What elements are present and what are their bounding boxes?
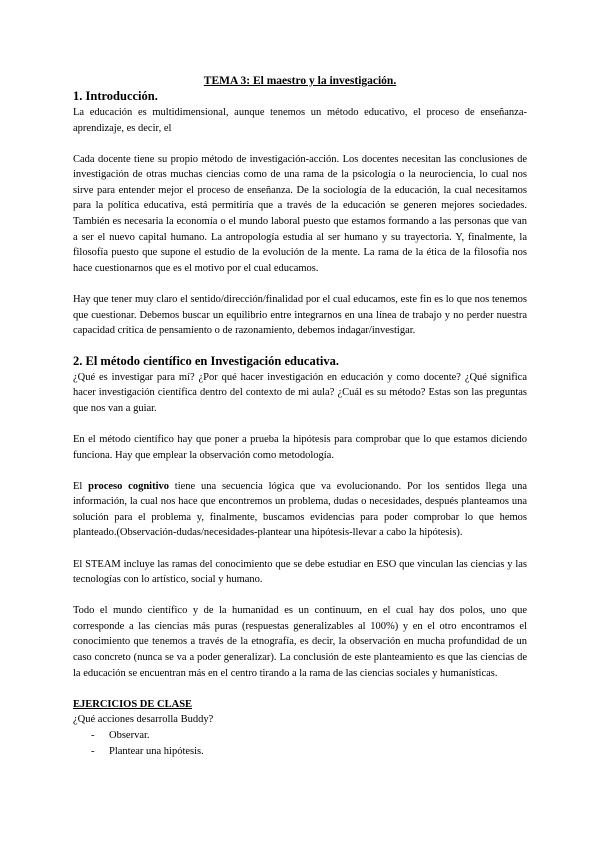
section-heading-scientific-method: 2. El método científico en Investigación educativa. [73,353,339,368]
list-item [73,744,527,760]
list-item-text: Observar. [109,729,150,741]
bold-term: proceso cognitivo [88,480,169,492]
list-item-text: Plantear una hipótesis. [109,745,204,757]
paragraph: Hay que tener muy claro el sentido/dirección/finalidad por el cual educamos, este fin es lo que nos tenemos que cuestionar. Debemos buscar un equilibrio entre integrarnos en una línea de trabajo y no perder nuestra capacidad crítica de pensamiento o de razonamiento, debemos indagar/investigar. [73,293,527,337]
paragraph-text: tiene una secuencia lógica que va evolucionando. Por los sentidos llega una información, la cual nos hace que encontremos un problema, dudas o necesidades, después planteamos una solución para el problema y, finalmente, buscamos evidencias para poder comprobar lo que hemos planteado.(Observación-dudas/necesidades-plantear una hipótesis-llevar a cabo la hipótesis). [73,480,527,539]
paragraph: En el método científico hay que poner a prueba la hipótesis para comprobar que lo que estamos diciendo funciona. Hay que emplear la observación como metodología. [73,434,527,461]
exercise-list [73,728,527,759]
list-item [73,728,527,744]
paragraph: Cada docente tiene su propio método de investigación-acción. Los docentes necesitan las conclusiones de investigación de otras muchas ciencias como de una rama de la psicología o la neurociencia, lo cual nos sirve para entender mejor el proceso de enseñanza. De la sociología de la educación, la cual necesitamos para la política educativa, está permitiría que a través de la educación se generen mejores sociedades. También es necesaria la economía o el mundo laboral puesto que estamos formando a las personas que van a ser el nuevo capital humano. La antropología estudia al ser humano y su trayectoria. Y, finalmente, la filosofía puesto que supone el estudio de la evolución de la mente. La rama de la ética de la filosofía nos hace cuestionarnos que es el motivo por el cual educamos. [73,153,527,274]
section-heading-introduction: 1. Introducción. [73,89,158,103]
document-title: TEMA 3: El maestro y la investigación. [203,75,397,87]
paragraph-text: El [73,480,89,492]
paragraph: ¿Qué es investigar para mí? ¿Por qué hacer investigación en educación y como docente? ¿Qué significa hacer investigación científica dentro del contexto de mi aula? ¿Cuál es su método? Estas son las preguntas que nos van a guiar. [73,371,527,414]
exercises-heading: EJERCICIOS DE CLASE [73,698,193,710]
paragraph: La educación es multidimensional, aunque tenemos un método educativo, el proceso de enseñanza-aprendizaje, es decir, el [73,107,527,134]
list-dash: - [91,729,95,741]
document-body [73,88,527,759]
exercise-question: ¿Qué acciones desarrolla Buddy? [73,714,214,726]
paragraph: El STEAM incluye las ramas del conocimiento que se debe estudiar en ESO que vinculan las ciencias y las tecnologías con lo artístico, social y humano. [73,558,527,586]
paragraph [73,479,527,541]
paragraph: Todo el mundo científico y de la humanidad es un continuum, en el cual hay dos polos, uno que corresponde a las ciencias más puras (respuestas generalizables al 100%) y en el otro encontramos el conocimiento que tenemos a través de la etnografía, es decir, la observación en mucha profundidad de un caso concreto (nunca se va a poder generalizar). La conclusión de este planteamiento es que las ciencias de la educación se encuentran más en el centro tirando a la rama de las ciencias sociales y humanísticas. [73,605,527,679]
list-dash: - [91,745,95,757]
